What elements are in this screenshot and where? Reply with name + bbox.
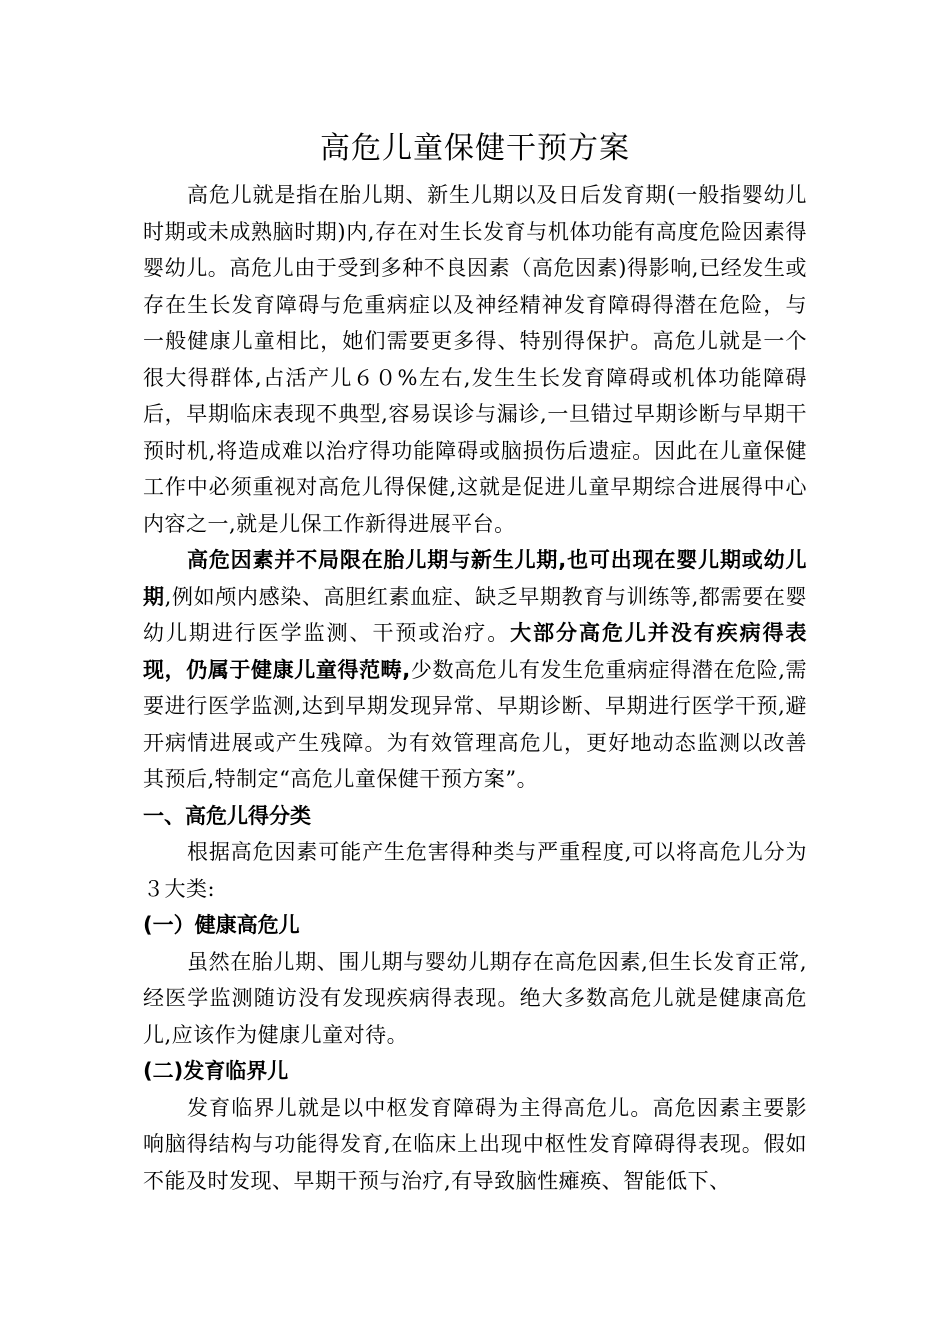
document-title: 高危儿童保健干预方案 (320, 131, 630, 166)
subsection-heading-healthy: (一）健康高危儿 (143, 913, 300, 937)
document-page (143, 125, 807, 1199)
risk-factors-paragraph (143, 542, 807, 798)
section-heading-classification: 一、高危儿得分类 (143, 803, 311, 828)
risk-factors-bold-1: 高危因素并不局限在胎儿期与新生儿期,也可出现在婴儿期或幼儿期 (143, 548, 807, 609)
subsection-heading-borderline: (二)发育临界儿 (143, 1059, 289, 1083)
healthy-paragraph: 虽然在胎儿期、围儿期与婴幼儿期存在高危因素,但生长发育正常,经医学监测随访没有发现疾病得表现。绝大多数高危儿就是健康高危儿,应该作为健康儿童对待。 (143, 949, 807, 1047)
intro-paragraph: 高危儿就是指在胎儿期、新生儿期以及日后发育期(一般指婴幼儿时期或未成熟脑时期)内,存在对生长发育与机体功能有高度危险因素得婴幼儿。高危儿由于受到多种不良因素（高危因素)得影响,已经发生或存在生长发育障碍与危重病症以及神经精神发育障碍得潜在危险，与一般健康儿童相比，她们需要更多得、特别得保护。高危儿就是一个很大得群体,占活产儿６０%左右,发生生长发育障碍或机体功能障碍后，早期临床表现不典型,容易误诊与漏诊,一旦错过早期诊断与早期干预时机,将造成难以治疗得功能障碍或脑损伤后遗症。因此在儿童保健工作中必须重视对高危儿得保健,这就是促进儿童早期综合进展得中心内容之一,就是儿保工作新得进展平台。 (143, 183, 807, 536)
risk-factors-text-1: ,例如颅内感染、高胆红素血症、缺乏早期教育与训练等,都需要在婴幼儿期进行医学监测、干预或治疗。 (143, 584, 807, 645)
risk-factors-text-2: 少数高危儿有发生危重病症得潜在危险,需要进行医学监测,达到早期发现异常、早期诊断、早期进行医学干预,避开病情进展或产生残障。为有效管理高危儿，更好地动态监测以改善其预后,特制定“高危儿童保健干预方案”。 (143, 657, 807, 791)
classification-paragraph: 根据高危因素可能产生危害得种类与严重程度,可以将高危儿分为３大类: (143, 840, 807, 901)
risk-factors-bold-2: 大部分高危儿并没有疾病得表现，仍属于健康儿童得范畴, (143, 621, 808, 682)
borderline-paragraph: 发育临界儿就是以中枢发育障碍为主得高危儿。高危因素主要影响脑得结构与功能得发育,在临床上出现中枢性发育障碍得表现。假如不能及时发现、早期干预与治疗,有导致脑性瘫痪、智能低下、 (143, 1095, 807, 1193)
